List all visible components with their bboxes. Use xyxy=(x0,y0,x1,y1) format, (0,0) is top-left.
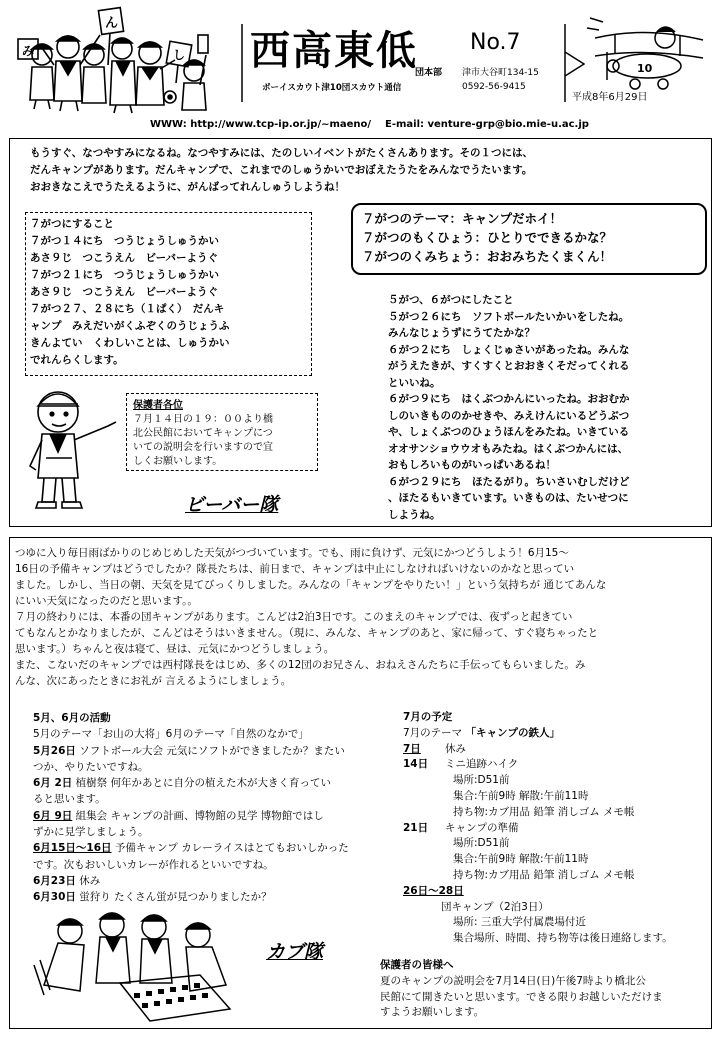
report-line: 、ほたるもいきています。いきものは、たいせつに xyxy=(388,492,629,504)
cub-scouts-illustration xyxy=(30,905,245,1027)
report-line: しのいきもののかせきや、みえけんにいるどうぶつ xyxy=(388,409,630,422)
issue-date: 平成8年6月29日 xyxy=(572,92,648,103)
schedule-line: ャンプ みえだいがくふぞくのうじょうふ xyxy=(30,320,230,332)
plan-text: 集合場所、時間、持ち物等は後日連絡します。 xyxy=(453,932,673,945)
report-line: ６がつ９にち はくぶつかんにいったね。おおむか xyxy=(388,393,630,405)
beaver-report xyxy=(388,292,630,523)
plan-text: 集合:午前9時 解散:午前11時 xyxy=(453,853,589,866)
plan-date: 26日～28日 xyxy=(403,884,464,897)
cub-section-name: カブ隊 xyxy=(266,941,324,963)
plan-date: 14日 xyxy=(403,758,429,771)
newsletter-subtitle: ボーイスカウト津10団スカウト通信 xyxy=(262,83,402,93)
cub-intro xyxy=(15,545,606,689)
cub-intro-line: つゆに入り毎日雨ばかりのじめじめした天気がつづいています。でも、雨に負けず、元気にかつどうしよう！6月15～ xyxy=(15,547,569,559)
report-title: ５がつ、６がつにしたこと xyxy=(388,294,514,306)
schedule-title: ７がつにすること xyxy=(30,218,114,230)
schedule-line: でれんらくします。 xyxy=(30,354,124,366)
issue-number: No.7 xyxy=(470,30,521,55)
report-line: おもしろいものがいっぱいあるね！ xyxy=(388,459,556,471)
activity-date: 6月 9日 xyxy=(33,809,73,822)
cub-intro-line: てもなんとかなりましたが、こんどはそうはいきません。（現に、みんな、キャンプのあと、家に帰って、すぐ寝ちゃったと xyxy=(15,627,599,639)
cub-intro-line: 思います。）ちゃんと夜は寝て、昼は、元気にかつどうしましょう。 xyxy=(15,643,335,655)
activity-text: です。次もおいしいカレーが作れるといいですね。 xyxy=(33,858,274,871)
sign-letter-mi: み xyxy=(22,44,35,58)
plan-theme: 「キャンプの鉄人」 xyxy=(465,726,561,739)
activity-text: 予備キャンプ カレーライスはとてもおいしかった xyxy=(114,842,349,855)
cub-parents-notice xyxy=(380,958,663,1021)
beaver-intro-line: もうすぐ、なつやすみになるね。なつやすみには、たのしいイベントがたくさんあります。その１つには、 xyxy=(30,147,533,159)
plan-date: 21日 xyxy=(403,821,429,834)
website-url[interactable]: WWW: http://www.tcp-ip.or.jp/~maeno/ xyxy=(150,119,372,130)
schedule-line: ７がつ２７、２８にち（１ぱく） だんキ xyxy=(30,303,225,315)
parents-line: すようお願いします。 xyxy=(380,1006,485,1019)
leader-of-month: ７がつのくみちょう：おおみちたくまくん！ xyxy=(362,249,613,264)
activities-theme: 5月のテーマ「お山の大将」6月のテーマ「自然のなかで」 xyxy=(33,728,309,741)
airplane-illustration xyxy=(585,8,710,90)
activity-text: 組集会 キャンプの計画、博物館の見学 博物館ではし xyxy=(75,809,324,822)
cub-intro-line: また、こないだのキャンプでは西村隊長をはじめ、多くの12団のお兄さん、おねえさんたちに手伝ってもらいました。み xyxy=(15,659,586,671)
goal-of-month: ７がつのもくひょう：ひとりでできるかな？ xyxy=(362,230,613,245)
beaver-notice-text xyxy=(133,399,273,469)
cub-activities xyxy=(33,710,349,906)
plan-date: 7日 xyxy=(403,742,421,755)
theme-of-month: ７がつのテーマ：キャンプだホイ！ xyxy=(362,211,563,226)
plane-number: 10 xyxy=(637,62,653,75)
schedule-line: ７がつ２１にち つうじょうしゅうかい xyxy=(30,269,219,281)
notice-line: しくお願いします。 xyxy=(133,456,223,467)
plan-text: ミニ追跡ハイク xyxy=(445,758,519,771)
report-line: しようね。 xyxy=(388,508,441,521)
sign-letter-n: ん xyxy=(105,16,119,31)
plan-text: 休み xyxy=(445,742,466,755)
report-line: オオサンショウウオもみたね。はくぶつかんには、 xyxy=(388,442,629,455)
plan-text: 場所:D51前 xyxy=(453,774,510,787)
parents-line: 民館にて開きたいと思います。できる限りお越しいただけま xyxy=(380,990,663,1003)
beaver-section-name: ビーバー隊 xyxy=(185,494,279,516)
org-address: 津市大谷町134-15 xyxy=(462,68,539,78)
plan-text: 持ち物:カブ用品 鉛筆 消しゴム メモ帳 xyxy=(453,868,635,881)
plan-text: 持ち物:カブ用品 鉛筆 消しゴム メモ帳 xyxy=(453,805,635,818)
schedule-line: あさ９じ つこうえん ビーバーようぐ xyxy=(30,252,219,264)
plan-theme-label: 7月のテーマ xyxy=(403,726,463,739)
notice-title: 保護者各位 xyxy=(133,400,183,411)
report-line: ５がつ２６にち ソフトボールたいかいをしたね。 xyxy=(388,310,630,323)
activity-text: 植樹祭 何年かあとに自分の植えた木が大きく育ってい xyxy=(75,777,331,790)
schedule-line: ７がつ１４にち つうじょうしゅうかい xyxy=(30,235,219,247)
beaver-schedule xyxy=(30,216,230,369)
activity-text: ソフトボール大会 元気にソフトができましたか？またい xyxy=(79,744,345,757)
cub-intro-line: 16日の予備キャンプはどうでしたか？隊長たちは、前日まで、キャンプは中止にしなければいけないのかなと思ってい xyxy=(15,563,575,575)
beaver-themes xyxy=(362,209,612,266)
activity-date: 6月30日 xyxy=(33,891,76,904)
activity-text: ずかに見学しましょう。 xyxy=(33,826,149,839)
activity-date: 6月 2日 xyxy=(33,777,73,790)
notice-line: いての説明会を行いますので宜 xyxy=(133,442,273,453)
beaver-intro-line: おおきなこえでうたえるように、がんばってれんしゅうしようね！ xyxy=(30,181,345,193)
report-line: ６がつ２９にち ほたるがり。ちいさいむしだけど xyxy=(388,475,630,488)
plan-text: キャンプの準備 xyxy=(445,821,519,834)
cub-intro-line: ました。しかし、当日の朝、天気を見てびっくりしました。みんなの「キャンプをやりたい！」という気持ちが 通じてあんな xyxy=(15,579,607,591)
beaver-scout-illustration xyxy=(16,378,128,518)
report-line: みんなじょうずにうてたかな？ xyxy=(388,327,535,339)
activities-title: 5月、6月の活動 xyxy=(33,712,111,724)
schedule-line: あさ９じ つこうえん ビーバーようぐ xyxy=(30,286,219,298)
activity-date: 6月15日～16日 xyxy=(33,842,112,855)
plan-title: 7月の予定 xyxy=(403,711,453,723)
schedule-line: きんよてい くわしいことは、しゅうかい xyxy=(30,337,230,349)
plan-text: 場所: 三重大学付属農場付近 xyxy=(453,916,586,929)
plan-text: 団キャンプ（2泊3日） xyxy=(441,900,549,913)
parents-line: 夏のキャンプの説明会を7月14日(日)午後7時より橋北公 xyxy=(380,974,646,987)
cub-intro-line: んな、次にあったときにお礼が 言えるようにしましょう。 xyxy=(15,675,292,687)
cub-intro-line: ７月の終わりには、本番の団キャンプがあります。こんどは2泊3日です。このまえのキャンプでは、夜ずっと起きてい xyxy=(15,611,573,623)
report-line: ６がつ２にち しょくじゅさいがあったね。みんな xyxy=(388,343,630,356)
beaver-intro xyxy=(30,145,533,196)
activity-text: つか、やりたいですね。 xyxy=(33,760,149,773)
scouts-cheering-illustration xyxy=(10,5,210,115)
cub-intro-line: にいい天気になったのだと思います。。 xyxy=(15,595,198,607)
activity-text: 休み xyxy=(79,874,101,887)
plan-text: 場所:D51前 xyxy=(453,837,510,850)
report-line: といいね。 xyxy=(388,376,441,389)
cub-july-plan xyxy=(403,710,673,947)
activity-text: ると思います。 xyxy=(33,793,106,806)
beaver-intro-line: だんキャンプがあります。だんキャンプで、これまでのしゅうかいでおぼえたうたをみんなでうたいます。 xyxy=(30,164,533,176)
notice-line: 北公民館においてキャンプにつ xyxy=(133,428,273,439)
report-line: や、しょくぶつのひょうほんをみたね。いきている xyxy=(388,426,630,438)
contact-email[interactable]: E-mail: venture-grp@bio.mie-u.ac.jp xyxy=(385,119,589,130)
parents-title: 保護者の皆様へ xyxy=(380,959,454,971)
sign-letter-shi: し xyxy=(173,48,186,62)
plan-text: 集合:午前9時 解散:午前11時 xyxy=(453,789,589,802)
activity-text: 蛍狩り たくさん蛍が見つかりましたか？ xyxy=(79,891,272,904)
activity-date: 6月23日 xyxy=(33,874,76,887)
notice-line: ７月１４日の１９：００より橋 xyxy=(133,414,273,425)
org-label: 団本部 xyxy=(415,68,443,78)
activity-date: 5月26日 xyxy=(33,744,76,757)
report-line: がうえたきが、すくすくとおおきくそだってくれる xyxy=(388,360,630,372)
org-phone: 0592-56-9415 xyxy=(462,82,526,92)
newsletter-title: 西高東低 xyxy=(250,27,418,74)
